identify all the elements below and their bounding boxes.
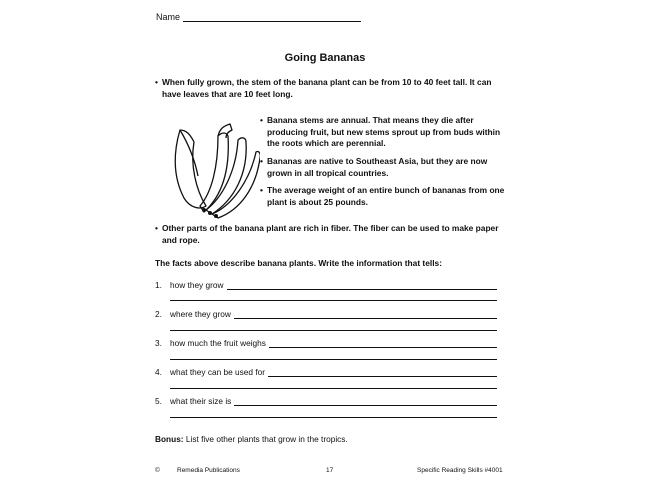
answer-line[interactable] bbox=[227, 281, 498, 290]
bonus-text: List five other plants that grow in the tropics. bbox=[185, 434, 348, 444]
footer-publisher: Remedia Publications bbox=[177, 467, 240, 474]
name-label: Name bbox=[156, 12, 181, 22]
bullet: • bbox=[260, 156, 263, 166]
fact-text: Banana stems are annual. That means they die after producing fruit, but new stems sprout up from buds within the roots which are perennial. bbox=[267, 115, 501, 148]
footer-series: Specific Reading Skills #4001 bbox=[417, 467, 503, 474]
answer-line[interactable] bbox=[269, 339, 497, 348]
answer-line[interactable] bbox=[170, 300, 497, 301]
page-title: Going Bananas bbox=[284, 52, 366, 64]
question-2 bbox=[155, 309, 497, 319]
question-number: 2. bbox=[155, 309, 162, 319]
name-field-line[interactable] bbox=[183, 12, 361, 22]
question-number: 1. bbox=[155, 280, 162, 290]
question-text: how they grow bbox=[170, 280, 224, 290]
question-1 bbox=[155, 280, 497, 290]
footer-copyright: © bbox=[155, 467, 160, 474]
fact-5 bbox=[155, 223, 507, 246]
answer-line[interactable] bbox=[170, 417, 497, 418]
banana-shape bbox=[200, 133, 228, 212]
answer-line[interactable] bbox=[234, 310, 497, 319]
question-number: 3. bbox=[155, 338, 162, 348]
bonus-task bbox=[155, 434, 348, 444]
banana-bunch-icon bbox=[160, 110, 260, 220]
instructions: The facts above describe banana plants. Write the information that tells: bbox=[155, 258, 442, 268]
banana-stem-shape bbox=[218, 124, 232, 138]
question-5 bbox=[155, 396, 497, 406]
question-number: 4. bbox=[155, 367, 162, 377]
fact-text: Other parts of the banana plant are rich in fiber. The fiber can be used to make paper and rope. bbox=[162, 223, 499, 245]
answer-line[interactable] bbox=[170, 330, 497, 331]
fact-text: Bananas are native to Southeast Asia, but they are now grown in all tropical countries. bbox=[267, 156, 488, 178]
fact-text: When fully grown, the stem of the banana plant can be from 10 to 40 feet tall. It can have leaves that are 10 feet long. bbox=[162, 77, 492, 99]
answer-line[interactable] bbox=[268, 368, 497, 377]
fact-3 bbox=[260, 156, 507, 179]
fact-4 bbox=[260, 185, 507, 208]
banana-peel-shape bbox=[180, 130, 198, 176]
answer-line[interactable] bbox=[170, 388, 497, 389]
question-3 bbox=[155, 338, 497, 348]
bullet: • bbox=[260, 115, 263, 125]
question-text: where they grow bbox=[170, 309, 231, 319]
question-text: what their size is bbox=[170, 396, 232, 406]
bullet: • bbox=[155, 77, 158, 87]
bullet: • bbox=[155, 223, 158, 233]
answer-line[interactable] bbox=[234, 397, 497, 406]
bonus-label: Bonus: bbox=[155, 434, 184, 444]
fact-2 bbox=[260, 115, 507, 150]
banana-peel-shape bbox=[175, 130, 206, 208]
fact-text: The average weight of an entire bunch of bananas from one plant is about 25 pounds. bbox=[267, 185, 505, 207]
question-number: 5. bbox=[155, 396, 162, 406]
fact-1 bbox=[155, 77, 507, 100]
name-field-row bbox=[156, 12, 361, 22]
question-text: what they can be used for bbox=[170, 367, 266, 377]
question-4 bbox=[155, 367, 497, 377]
answer-line[interactable] bbox=[170, 359, 497, 360]
footer-page-number: 17 bbox=[326, 467, 334, 474]
bullet: • bbox=[260, 185, 263, 195]
question-text: how much the fruit weighs bbox=[170, 338, 266, 348]
